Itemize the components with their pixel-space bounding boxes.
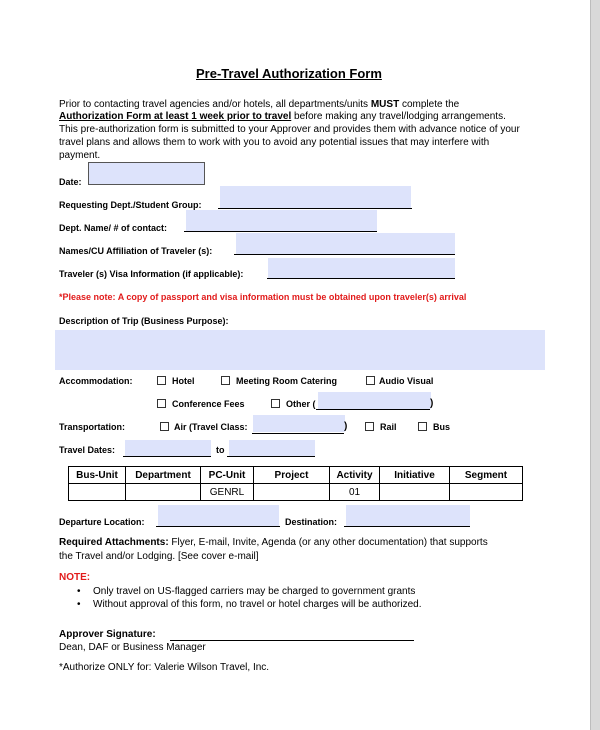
table-header-cell: Project bbox=[254, 467, 330, 484]
intro-line-2 bbox=[59, 111, 559, 124]
air-option-label: Air (Travel Class: bbox=[174, 422, 248, 432]
intro-line-1 bbox=[59, 99, 559, 112]
intro-line-5: payment. bbox=[59, 150, 101, 161]
intro-deadline: Authorization Form at least 1 week prior to travel bbox=[59, 111, 292, 122]
account-code-table bbox=[68, 466, 523, 501]
intro-text: Prior to contacting travel agencies and/or hotels, all departments/units bbox=[59, 99, 371, 110]
date-field[interactable] bbox=[88, 162, 205, 185]
attachments-text: Flyer, E-mail, Invite, Agenda (or any other documentation) that supports bbox=[168, 537, 488, 548]
meeting-room-checkbox[interactable] bbox=[221, 376, 230, 385]
air-checkbox[interactable] bbox=[160, 422, 169, 431]
hotel-option-label: Hotel bbox=[172, 376, 195, 386]
description-field[interactable] bbox=[55, 330, 545, 370]
travel-dates-label: Travel Dates: bbox=[59, 445, 116, 455]
table-header-cell: PC-Unit bbox=[201, 467, 254, 484]
table-row bbox=[69, 484, 523, 501]
dept-group-underline bbox=[218, 208, 412, 209]
attachments-line-2: the Travel and/or Lodging. [See cover e-mail] bbox=[59, 551, 259, 562]
note-item: Without approval of this form, no travel or hotel charges will be authorized. bbox=[93, 599, 422, 610]
conference-fees-checkbox[interactable] bbox=[157, 399, 166, 408]
approver-label: Approver Signature: bbox=[59, 629, 156, 640]
dept-contact-underline bbox=[184, 231, 377, 232]
air-close-paren: ) bbox=[344, 421, 348, 432]
intro-line-4: travel plans and allows them to work with you to avoid any potential issues that may interfere with bbox=[59, 137, 490, 148]
audio-visual-option-label: Audio Visual bbox=[379, 376, 434, 386]
segment-cell[interactable] bbox=[450, 484, 523, 501]
destination-underline bbox=[344, 526, 470, 527]
other-underline bbox=[316, 409, 430, 410]
project-cell[interactable] bbox=[254, 484, 330, 501]
description-label: Description of Trip (Business Purpose): bbox=[59, 316, 229, 326]
table-header-cell: Department bbox=[126, 467, 201, 484]
page-edge bbox=[590, 0, 600, 730]
travel-date-from-underline bbox=[123, 456, 211, 457]
attachments-label: Required Attachments: bbox=[59, 537, 169, 548]
date-label: Date: bbox=[59, 177, 82, 187]
rail-checkbox[interactable] bbox=[365, 422, 374, 431]
intro-line-3: This pre-authorization form is submitted to your Approver and provides them with advance notice of your bbox=[59, 124, 520, 135]
bus-unit-cell[interactable] bbox=[69, 484, 126, 501]
names-affiliation-label: Names/CU Affiliation of Traveler (s): bbox=[59, 246, 213, 256]
other-field[interactable] bbox=[318, 392, 434, 409]
initiative-cell[interactable] bbox=[380, 484, 450, 501]
destination-field[interactable] bbox=[346, 505, 470, 526]
dept-group-label: Requesting Dept./Student Group: bbox=[59, 200, 202, 210]
bus-option-label: Bus bbox=[433, 422, 451, 432]
department-cell[interactable] bbox=[126, 484, 201, 501]
bullet-icon: • bbox=[77, 586, 81, 597]
transportation-label: Transportation: bbox=[59, 422, 126, 432]
visa-label: Traveler (s) Visa Information (if applicable): bbox=[59, 269, 244, 279]
bullet-icon: • bbox=[77, 599, 81, 610]
approver-sub: Dean, DAF or Business Manager bbox=[59, 642, 206, 653]
note-label: NOTE: bbox=[59, 572, 91, 583]
departure-underline bbox=[156, 526, 280, 527]
conference-fees-option-label: Conference Fees bbox=[172, 399, 245, 409]
meeting-room-option-label: Meeting Room Catering bbox=[236, 376, 338, 386]
intro-text: before making any travel/lodging arrangements. bbox=[291, 111, 506, 122]
names-affiliation-underline bbox=[234, 254, 455, 255]
footer-note: *Authorize ONLY for: Valerie Wilson Travel, Inc. bbox=[59, 662, 270, 673]
table-header-cell: Activity bbox=[330, 467, 380, 484]
rail-option-label: Rail bbox=[380, 422, 397, 432]
page-title: Pre-Travel Authorization Form bbox=[196, 66, 382, 81]
table-header-row bbox=[69, 467, 523, 484]
visa-field[interactable] bbox=[268, 258, 455, 279]
audio-visual-checkbox[interactable] bbox=[366, 376, 375, 385]
table-header-cell: Bus-Unit bbox=[69, 467, 126, 484]
travel-class-underline bbox=[252, 433, 344, 434]
intro-must: MUST bbox=[370, 99, 400, 110]
destination-label: Destination: bbox=[285, 517, 338, 527]
travel-dates-to-label: to bbox=[216, 445, 225, 455]
pc-unit-cell[interactable]: GENRL bbox=[201, 484, 254, 501]
accommodation-label: Accommodation: bbox=[59, 376, 133, 386]
hotel-checkbox[interactable] bbox=[157, 376, 166, 385]
travel-date-to-field[interactable] bbox=[229, 440, 315, 456]
other-close-paren: ) bbox=[430, 398, 434, 409]
visa-note: *Please note: A copy of passport and visa information must be obtained upon traveler(s) arrival bbox=[59, 292, 467, 302]
visa-underline bbox=[267, 278, 455, 279]
table-header-cell: Segment bbox=[450, 467, 523, 484]
dept-contact-field[interactable] bbox=[186, 210, 377, 232]
approver-signature-line[interactable] bbox=[170, 640, 414, 641]
names-affiliation-field[interactable] bbox=[236, 233, 455, 255]
other-checkbox[interactable] bbox=[271, 399, 280, 408]
bus-checkbox[interactable] bbox=[418, 422, 427, 431]
attachments-line-1 bbox=[59, 537, 488, 548]
departure-field[interactable] bbox=[158, 505, 279, 526]
intro-text: complete the bbox=[399, 99, 460, 110]
table-header-cell: Initiative bbox=[380, 467, 450, 484]
activity-cell[interactable]: 01 bbox=[330, 484, 380, 501]
travel-date-from-field[interactable] bbox=[125, 440, 211, 456]
note-item: Only travel on US-flagged carriers may be charged to government grants bbox=[93, 586, 416, 597]
travel-class-field[interactable] bbox=[253, 415, 348, 432]
departure-label: Departure Location: bbox=[59, 517, 145, 527]
other-option-label: Other ( bbox=[286, 399, 316, 409]
travel-date-to-underline bbox=[227, 456, 315, 457]
dept-group-field[interactable] bbox=[220, 186, 411, 209]
dept-contact-label: Dept. Name/ # of contact: bbox=[59, 223, 168, 233]
